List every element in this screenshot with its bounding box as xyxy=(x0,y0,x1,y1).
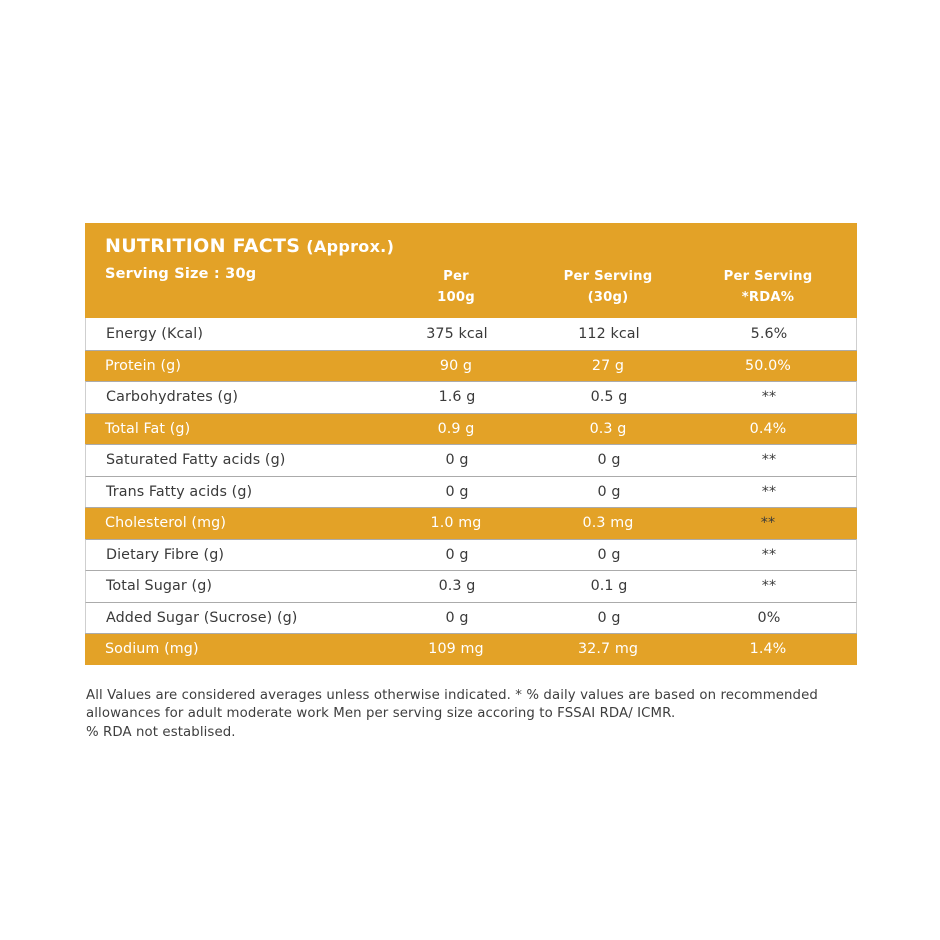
cell-per-serving: 0 g xyxy=(597,483,621,500)
cell-per-100g: 375 kcal xyxy=(426,325,488,342)
cell-rda: ** xyxy=(760,515,776,532)
cell-per-100g: 0 g xyxy=(445,609,469,626)
cell-per-100g: 109 mg xyxy=(428,641,484,658)
table-row xyxy=(85,602,857,634)
cell-label: Energy (Kcal) xyxy=(106,325,204,342)
title-main: NUTRITION FACTS xyxy=(105,235,301,257)
cell-per-serving: 0 g xyxy=(597,546,621,563)
table-row xyxy=(85,413,857,445)
cell-per-100g: 1.0 mg xyxy=(430,515,482,532)
cell-per-serving: 27 g xyxy=(591,357,625,374)
cell-per-100g: 0.9 g xyxy=(437,420,475,437)
column-header-line1: Per Serving xyxy=(563,269,653,284)
cell-per-100g: 90 g xyxy=(439,357,473,374)
cell-per-100g: 1.6 g xyxy=(438,389,476,406)
cell-rda: 0.4% xyxy=(749,420,787,437)
table-row xyxy=(85,539,857,571)
cell-per-100g: 0 g xyxy=(445,483,469,500)
cell-per-serving: 0.3 g xyxy=(589,420,627,437)
column-header-line1: Per xyxy=(443,269,469,284)
table-row xyxy=(85,381,857,413)
header-columns-row xyxy=(85,266,857,308)
cell-label: Trans Fatty acids (g) xyxy=(106,483,253,500)
column-header-line2: *RDA% xyxy=(741,290,795,305)
serving-size-label: Serving Size : 30g xyxy=(105,266,257,282)
nutrition-header xyxy=(85,223,857,318)
column-header-line2: 100g xyxy=(437,290,475,305)
column-header-per-100g xyxy=(375,266,537,308)
cell-rda: 5.6% xyxy=(750,325,788,342)
cell-label: Sodium (mg) xyxy=(105,641,199,658)
cell-label: Cholesterol (mg) xyxy=(105,515,226,532)
cell-per-serving: 0 g xyxy=(597,452,621,469)
cell-per-serving: 0.3 mg xyxy=(582,515,634,532)
cell-label: Protein (g) xyxy=(105,357,181,374)
cell-rda: 1.4% xyxy=(749,641,787,658)
cell-rda: ** xyxy=(761,452,777,469)
cell-rda: 0% xyxy=(757,609,781,626)
cell-rda: ** xyxy=(761,546,777,563)
cell-per-serving: 0 g xyxy=(597,609,621,626)
title-suffix: (Approx.) xyxy=(306,237,395,256)
cell-per-serving: 32.7 mg xyxy=(577,641,639,658)
footnote xyxy=(86,687,857,743)
table-row xyxy=(85,507,857,539)
table-row xyxy=(85,633,857,665)
page-title xyxy=(85,235,857,257)
cell-per-serving: 0.5 g xyxy=(590,389,628,406)
cell-label: Saturated Fatty acids (g) xyxy=(106,452,286,469)
cell-rda: ** xyxy=(761,578,777,595)
footnote-line-1: All Values are considered averages unless otherwise indicated. * % daily values are based on recommended xyxy=(86,687,818,703)
cell-label: Carbohydrates (g) xyxy=(106,389,239,406)
cell-label: Added Sugar (Sucrose) (g) xyxy=(106,609,298,626)
table-row xyxy=(85,318,857,350)
cell-rda: ** xyxy=(761,483,777,500)
footnote-line-3: % RDA not establised. xyxy=(86,724,236,740)
table-row xyxy=(85,350,857,382)
cell-per-100g: 0 g xyxy=(445,546,469,563)
nutrition-label xyxy=(85,223,857,742)
column-header-line2: (30g) xyxy=(587,290,629,305)
table-row xyxy=(85,444,857,476)
cell-per-serving: 112 kcal xyxy=(578,325,640,342)
cell-per-serving: 0.1 g xyxy=(590,578,628,595)
table-row xyxy=(85,570,857,602)
column-header-per-serving xyxy=(537,266,679,308)
cell-label: Total Sugar (g) xyxy=(106,578,213,595)
table-row xyxy=(85,476,857,508)
column-header-line1: Per Serving xyxy=(723,269,813,284)
cell-rda: 50.0% xyxy=(745,357,791,374)
cell-per-100g: 0 g xyxy=(445,452,469,469)
cell-label: Dietary Fibre (g) xyxy=(106,546,225,563)
column-header-rda xyxy=(679,266,857,308)
cell-per-100g: 0.3 g xyxy=(438,578,476,595)
footnote-line-2: allowances for adult moderate work Men per serving size accoring to FSSAI RDA/ ICMR. xyxy=(86,706,676,721)
cell-label: Total Fat (g) xyxy=(105,420,191,437)
nutrition-rows xyxy=(85,318,857,665)
cell-rda: ** xyxy=(761,389,777,406)
